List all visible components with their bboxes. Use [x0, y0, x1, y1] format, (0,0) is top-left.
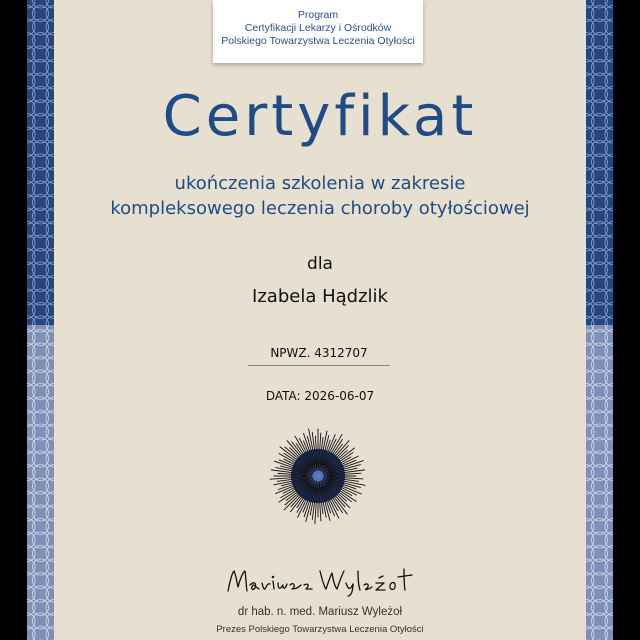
certificate-title: Certyfikat: [162, 84, 478, 149]
right-decorative-border: [586, 0, 613, 640]
for-label: dla: [307, 254, 333, 274]
left-decorative-border: [27, 0, 54, 640]
subtitle-line-1: ukończenia szkolenia w zakresie: [174, 173, 466, 194]
handwritten-signature-icon: [220, 563, 420, 597]
header-line-2: Certyfikacji Lekarzy i Ośrodków: [244, 22, 392, 34]
signatory-name: dr hab. n. med. Mariusz Wyleżoł: [237, 606, 403, 618]
subtitle-line-2: kompleksowego leczenia choroby otyłościowej: [110, 198, 530, 219]
starburst-emblem-icon: [268, 426, 368, 526]
signatory-role: Prezes Polskiego Towarzystwa Leczenia Otyłości: [216, 624, 424, 635]
recipient-name: Izabela Hądzlik: [252, 286, 388, 307]
header-line-3: Polskiego Towarzystwa Leczenia Otyłości: [221, 35, 415, 47]
certificate-date: DATA: 2026-06-07: [265, 389, 375, 403]
header-line-1: Program: [297, 9, 339, 21]
certificate-subtitle: [54, 171, 586, 221]
program-header: [213, 0, 423, 63]
npwz-number: NPWZ. 4312707: [248, 346, 390, 366]
